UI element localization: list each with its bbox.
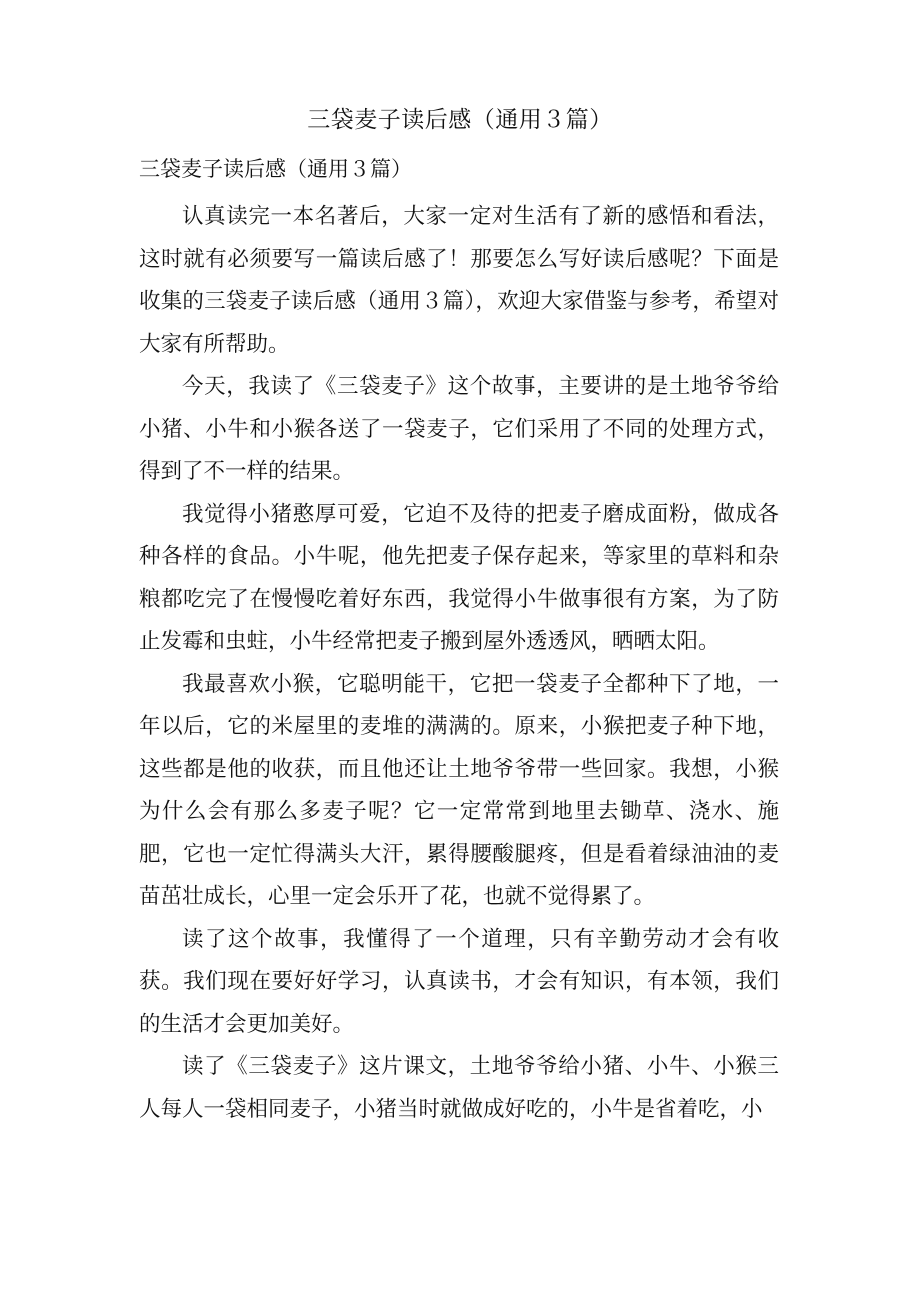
paragraph-lesson: 读了这个故事，我懂得了一个道理，只有辛勤劳动才会有收获。我们现在要好好学习，认真读书，才会有知识，有本领，我们的生活才会更加美好。 [139,926,779,1037]
document-body [139,196,779,1131]
document-subtitle: 三袋麦子读后感（通用３篇） [139,157,412,181]
paragraph-intro: 认真读完一本名著后，大家一定对生活有了新的感悟和看法，这时就有必须要写一篇读后感了！那要怎么写好读后感呢？下面是收集的三袋麦子读后感（通用３篇），欢迎大家借鉴与参考，希望对大家有所帮助。 [139,204,779,357]
paragraph-story-summary: 今天，我读了《三袋麦子》这个故事，主要讲的是土地爷爷给小猪、小牛和小猴各送了一袋麦子，它们采用了不同的处理方式，得到了不一样的结果。 [139,374,779,484]
paragraph-monkey: 我最喜欢小猴，它聪明能干，它把一袋麦子全都种下了地，一年以后，它的米屋里的麦堆的满满的。原来，小猴把麦子种下地，这些都是他的收获，而且他还让土地爷爷带一些回家。我想，小猴为什么会有那么多麦子呢？它一定常常到地里去锄草、浇水、施肥，它也一定忙得满头大汗，累得腰酸腿疼，但是看着绿油油的麦苗茁壮成长，心里一定会乐开了花，也就不觉得累了。 [139,671,779,909]
document-title: 三袋麦子读后感（通用３篇） [307,107,613,133]
paragraph-pig-and-ox: 我觉得小猪憨厚可爱，它迫不及待的把麦子磨成面粉，做成各种各样的食品。小牛呢，他先把麦子保存起来，等家里的草料和杂粮都吃完了在慢慢吃着好东西，我觉得小牛做事很有方案，为了防止发霉和虫蛀，小牛经常把麦子搬到屋外透透风，晒晒太阳。 [139,501,779,654]
paragraph-second-essay: 读了《三袋麦子》这片课文，土地爷爷给小猪、小牛、小猴三人每人一袋相同麦子，小猪当时就做成好吃的，小牛是省着吃，小 [139,1054,779,1122]
